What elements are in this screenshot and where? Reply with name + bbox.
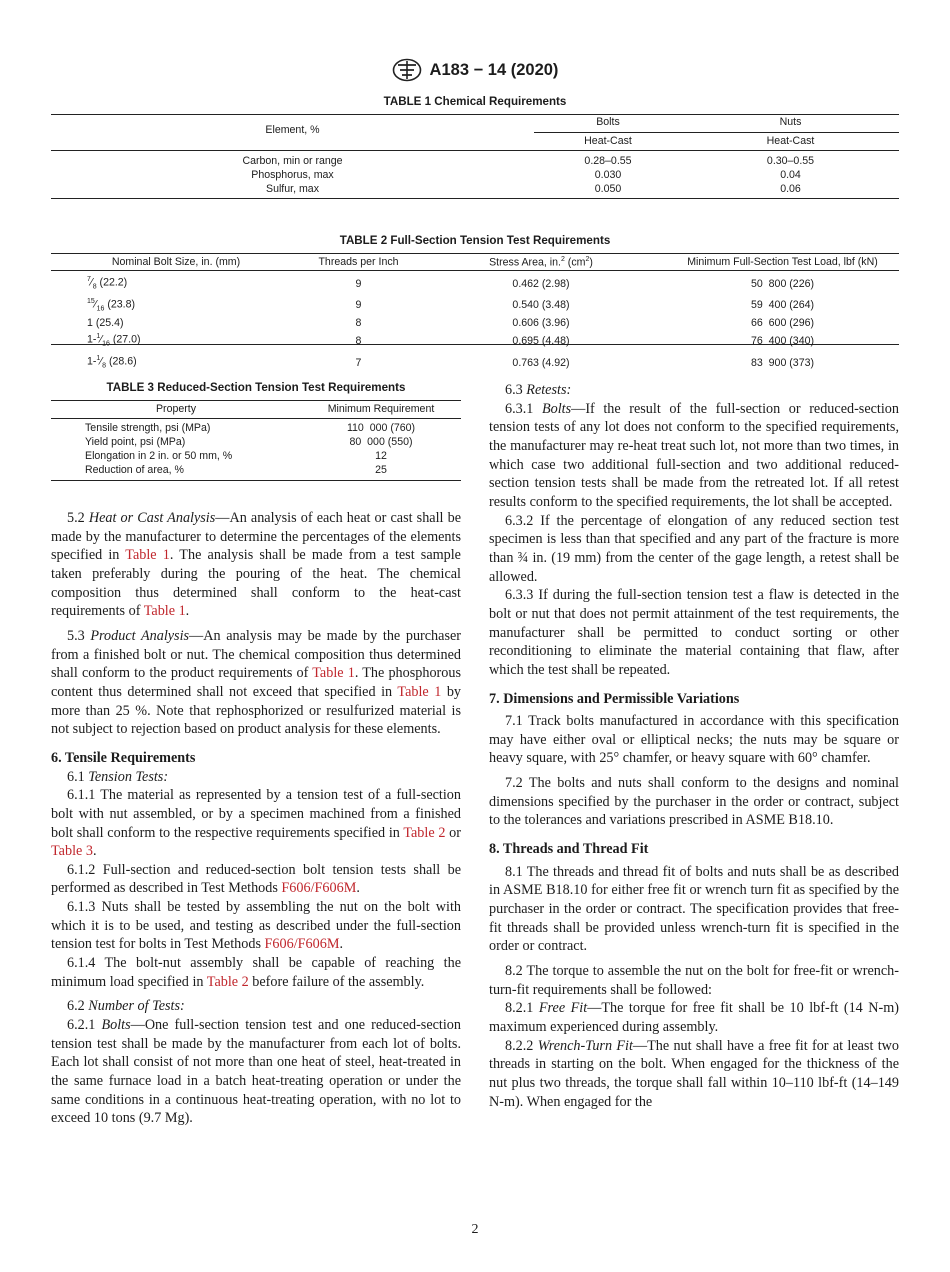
table3-caption: TABLE 3 Reduced-Section Tension Test Requirements — [106, 381, 406, 394]
link-table-1[interactable]: Table 1 — [143, 603, 186, 620]
cell-property: Tensile strength, psi (MPa) — [85, 422, 211, 434]
right-column — [489, 381, 899, 1111]
table3-head-rule — [51, 418, 461, 419]
table2-body — [51, 273, 899, 374]
table3-col-min: Minimum Requirement — [327, 403, 435, 415]
para-8-2-2: 8.2.2 Wrench-Turn Fit—The nut shall have a free fit for at least two threads in starting on the bolt. When engaged for the thickness of the nut plus two threads, the torque shall fall within 10–110 lbf-ft (14–149 N-m). When engaged for the — [489, 1037, 899, 1110]
table-row — [51, 435, 461, 449]
cell-load: 50 800 (226) — [750, 277, 815, 290]
link-table-2[interactable]: Table 2 — [206, 973, 249, 990]
table1-bottom-rule — [51, 198, 899, 199]
cell-threads: 7 — [355, 356, 362, 369]
link-f606[interactable]: F606/F606M — [264, 936, 340, 953]
table2-col-stress: Stress Area, in.$^2$ $(cm^2)$ — [489, 256, 593, 269]
table-row — [51, 352, 899, 374]
page-header — [0, 58, 950, 82]
section-heading-7: 7. Dimensions and Permissible Variations — [489, 690, 740, 707]
para-6-2: 6.2 Number of Tests: — [67, 998, 185, 1015]
table1-col-bolts: Bolts — [596, 116, 620, 128]
para-6-2-1: 6.2.1 Bolts—One full-section tension test and one reduced-section tension test shall be made by the manufacturer from each lot of bolts. Each lot shall consist of not more than one heat of steel, heat-treated in the same furnace load in a batch heat-treating operation or under the same conditions in a continuous heat-treating operation, with no lot to exceed 10 tons (9.7 Mg). — [51, 1017, 461, 1127]
table-row — [51, 168, 899, 182]
para-6-1-4: 6.1.4 The bolt-nut assembly shall be capable of reaching the minimum load specified in Table 2 before failure of the assembly. — [51, 955, 461, 990]
cell-bolts: 0.050 — [594, 183, 622, 195]
left-column — [51, 509, 461, 1128]
para-7-2: 7.2 The bolts and nuts shall conform to the designs and nominal dimensions specified by the purchaser in the order or contract, subject to the tolerances and variations prescribed in ASME B18.10. — [489, 775, 899, 829]
link-table-3[interactable]: Table 3 — [51, 843, 93, 860]
cell-threads: 8 — [355, 317, 362, 330]
para-6-1: 6.1 Tension Tests: — [67, 768, 169, 785]
table-row — [51, 449, 461, 463]
para-6-1-3: 6.1.3 Nuts shall be tested by assembling the nut on the bolt with which it is to be used, and testing as described under the full-section tension test for bolts in Test Methods F606/F606M. — [51, 899, 461, 953]
table-row — [51, 154, 899, 168]
cell-value: 25 — [375, 464, 387, 476]
cell-size: $^7⁄_8$ (22.2) — [87, 276, 128, 291]
cell-size: $1-^1⁄_{16}$ (27.0) — [87, 333, 141, 348]
para-5-3: 5.3 Product Analysis—An analysis may be made by the purchaser from a finished bolt or nut. The chemical composition thus determined shall conform to the product requirements of Table 1. The phosphorous content thus determined shall not exceed that specified in Table 1 by more than 25 %. Note that rephosphorized or resulfurized material is not subject to rejection based on product analysis for these elements. — [51, 627, 462, 738]
astm-logo — [392, 58, 422, 82]
cell-stress: 0.695 (4.48) — [512, 335, 570, 348]
table-row — [51, 182, 899, 196]
section-heading-6: 6. Tensile Requirements — [51, 749, 196, 766]
cell-load: 66 600 (296) — [750, 317, 815, 330]
table3-col-property: Property — [155, 403, 197, 415]
cell-stress: 0.540 (3.48) — [512, 299, 570, 312]
cell-nuts: 0.04 — [780, 169, 801, 181]
para-6-3: 6.3 Retests: — [505, 382, 572, 398]
para-6-3-1: 6.3.1 Bolts—If the result of the full-section or reduced-section tension tests of any lot does not conform to the specified requirements, the manufacturer may re-heat treat such lot, not more than two times, in which case two additional full-section and two additional reduced-section tension tests shall be made from the retreated lot. If all retest results conform to the specified requirements, the lot shall be accepted. — [489, 400, 899, 510]
para-8-1: 8.1 The threads and thread fit of bolts and nuts shall be as described in ASME B18.10 for either free fit or wrench turn fit as specified by the purchaser in the order or contract. The specification provides that free-fit threads shall be provided unless wrench-turn fit is specified in the order or contract. — [489, 863, 899, 955]
para-8-2-1: 8.2.1 Free Fit—The torque for free fit shall be 10 lbf-ft (14 N-m) maximum experienced during assembly. — [489, 1000, 899, 1035]
link-table-1[interactable]: Table 1 — [125, 547, 170, 564]
cell-size: $^{15}⁄_{16}$ (23.8) — [87, 297, 135, 313]
table2-col-size: Nominal Bolt Size, in. (mm) — [111, 256, 241, 268]
cell-value: 12 — [375, 450, 387, 462]
cell-element: Phosphorus, max — [251, 169, 334, 181]
cell-threads: 9 — [355, 277, 362, 290]
cell-nuts: 0.30–0.55 — [766, 155, 815, 167]
cell-threads: 8 — [355, 335, 362, 348]
para-6-1-1: 6.1.1 The material as represented by a tension test of a full-section bolt with nut assembled, or by a specimen machined from a finished bolt shall conform to the respective requirements specified in Table 2 or Table 3. — [51, 787, 461, 860]
table-row — [51, 330, 899, 352]
para-6-3-2: 6.3.2 If the percentage of elongation of any reduced section test specimen is less than that specified and any part of the fracture is more than ¾ in. (19 mm) from the center of the gage length, a retest shall be allowed. — [489, 512, 899, 585]
section-heading-8: 8. Threads and Thread Fit — [489, 841, 649, 858]
cell-bolts: 0.030 — [594, 169, 622, 181]
cell-size: 1 (25.4) — [87, 317, 124, 330]
para-7-1: 7.1 Track bolts manufactured in accordance with this specification may have either oval or elliptical necks; the nuts may be square or heavy square, with 25° chamfer, or heavy square with 60° chamfer. — [489, 713, 899, 767]
table1-head-bottom-rule — [51, 150, 899, 151]
cell-nuts: 0.06 — [780, 183, 801, 195]
table2-caption: TABLE 2 Full-Section Tension Test Requirements — [339, 234, 611, 247]
cell-property: Reduction of area, % — [85, 464, 184, 476]
table1-caption: TABLE 1 Chemical Requirements — [383, 95, 567, 108]
table2-head-rule — [51, 270, 899, 271]
cell-stress: 0.606 (3.96) — [512, 317, 570, 330]
link-table-1[interactable]: Table 1 — [397, 683, 442, 700]
table1-header-rule — [534, 132, 899, 133]
cell-load: 59 400 (264) — [750, 299, 815, 312]
table1-sub-bolts: Heat-Cast — [584, 135, 632, 147]
page-number: 2 — [471, 1222, 479, 1237]
cell-element: Sulfur, max — [266, 183, 319, 195]
para-6-3-3: 6.3.3 If during the full-section tension test a flaw is detected in the bolt or nut that does not permit attainment of the test requirements, the manufacturer shall be permitted to conduct sorting or other reconditioning to eliminate the material containing that flaw, after which the test shall be repeated. — [489, 587, 899, 678]
table1-body — [51, 154, 899, 196]
table3-bottom-rule — [51, 480, 461, 481]
para-6-1-2: 6.1.2 Full-section and reduced-section bolt tension tests shall be performed as described in Test Methods F606/F606M. — [51, 861, 461, 897]
para-5-2: 5.2 Heat or Cast Analysis—An analysis of each heat or cast shall be made by the manufacturer to determine the percentages of the elements specified in Table 1. The analysis shall be made from a test sample taken preferably during the pouring of the heat. The chemical composition thus determined shall conform to the heat-cast requirements of Table 1. — [51, 510, 461, 620]
cell-element: Carbon, min or range — [242, 155, 343, 167]
cell-stress: 0.763 (4.92) — [512, 356, 570, 369]
table2-col-threads: Threads per Inch — [318, 256, 399, 268]
cell-stress: 0.462 (2.98) — [512, 277, 570, 290]
table1-top-rule — [51, 114, 899, 115]
link-f606[interactable]: F606/F606M — [281, 880, 357, 897]
standard-designation: A183 − 14 (2020) — [429, 60, 559, 79]
cell-load: 76 400 (340) — [750, 335, 815, 348]
table1-sub-nuts: Heat-Cast — [766, 135, 815, 147]
table-row — [51, 295, 899, 317]
cell-size: $1-^1⁄_8$ (28.6) — [87, 354, 137, 370]
table3-body — [51, 421, 461, 477]
cell-property: Elongation in 2 in. or 50 mm, % — [85, 450, 233, 462]
table-row — [51, 421, 461, 435]
cell-value: 110 000 (760) — [346, 422, 416, 434]
table2-col-load: Minimum Full-Section Test Load, lbf (kN) — [687, 256, 878, 268]
cell-value: 80 000 (550) — [349, 436, 413, 448]
cell-threads: 9 — [355, 299, 362, 312]
cell-bolts: 0.28–0.55 — [584, 155, 632, 167]
table1-col-nuts: Nuts — [779, 116, 802, 128]
table-row — [51, 273, 899, 295]
table1-col-element: Element, % — [265, 124, 320, 136]
cell-property: Yield point, psi (MPa) — [85, 436, 186, 448]
table3-top-rule — [51, 400, 461, 401]
link-table-2[interactable]: Table 2 — [403, 824, 446, 841]
cell-load: 83 900 (373) — [750, 356, 815, 369]
table2-top-rule — [51, 253, 899, 254]
para-8-2: 8.2 The torque to assemble the nut on the bolt for free-fit or wrench-turn-fit requirements shall be followed: — [489, 963, 899, 998]
link-table-1[interactable]: Table 1 — [312, 665, 355, 682]
table-row — [51, 316, 899, 330]
table-row — [51, 463, 461, 477]
